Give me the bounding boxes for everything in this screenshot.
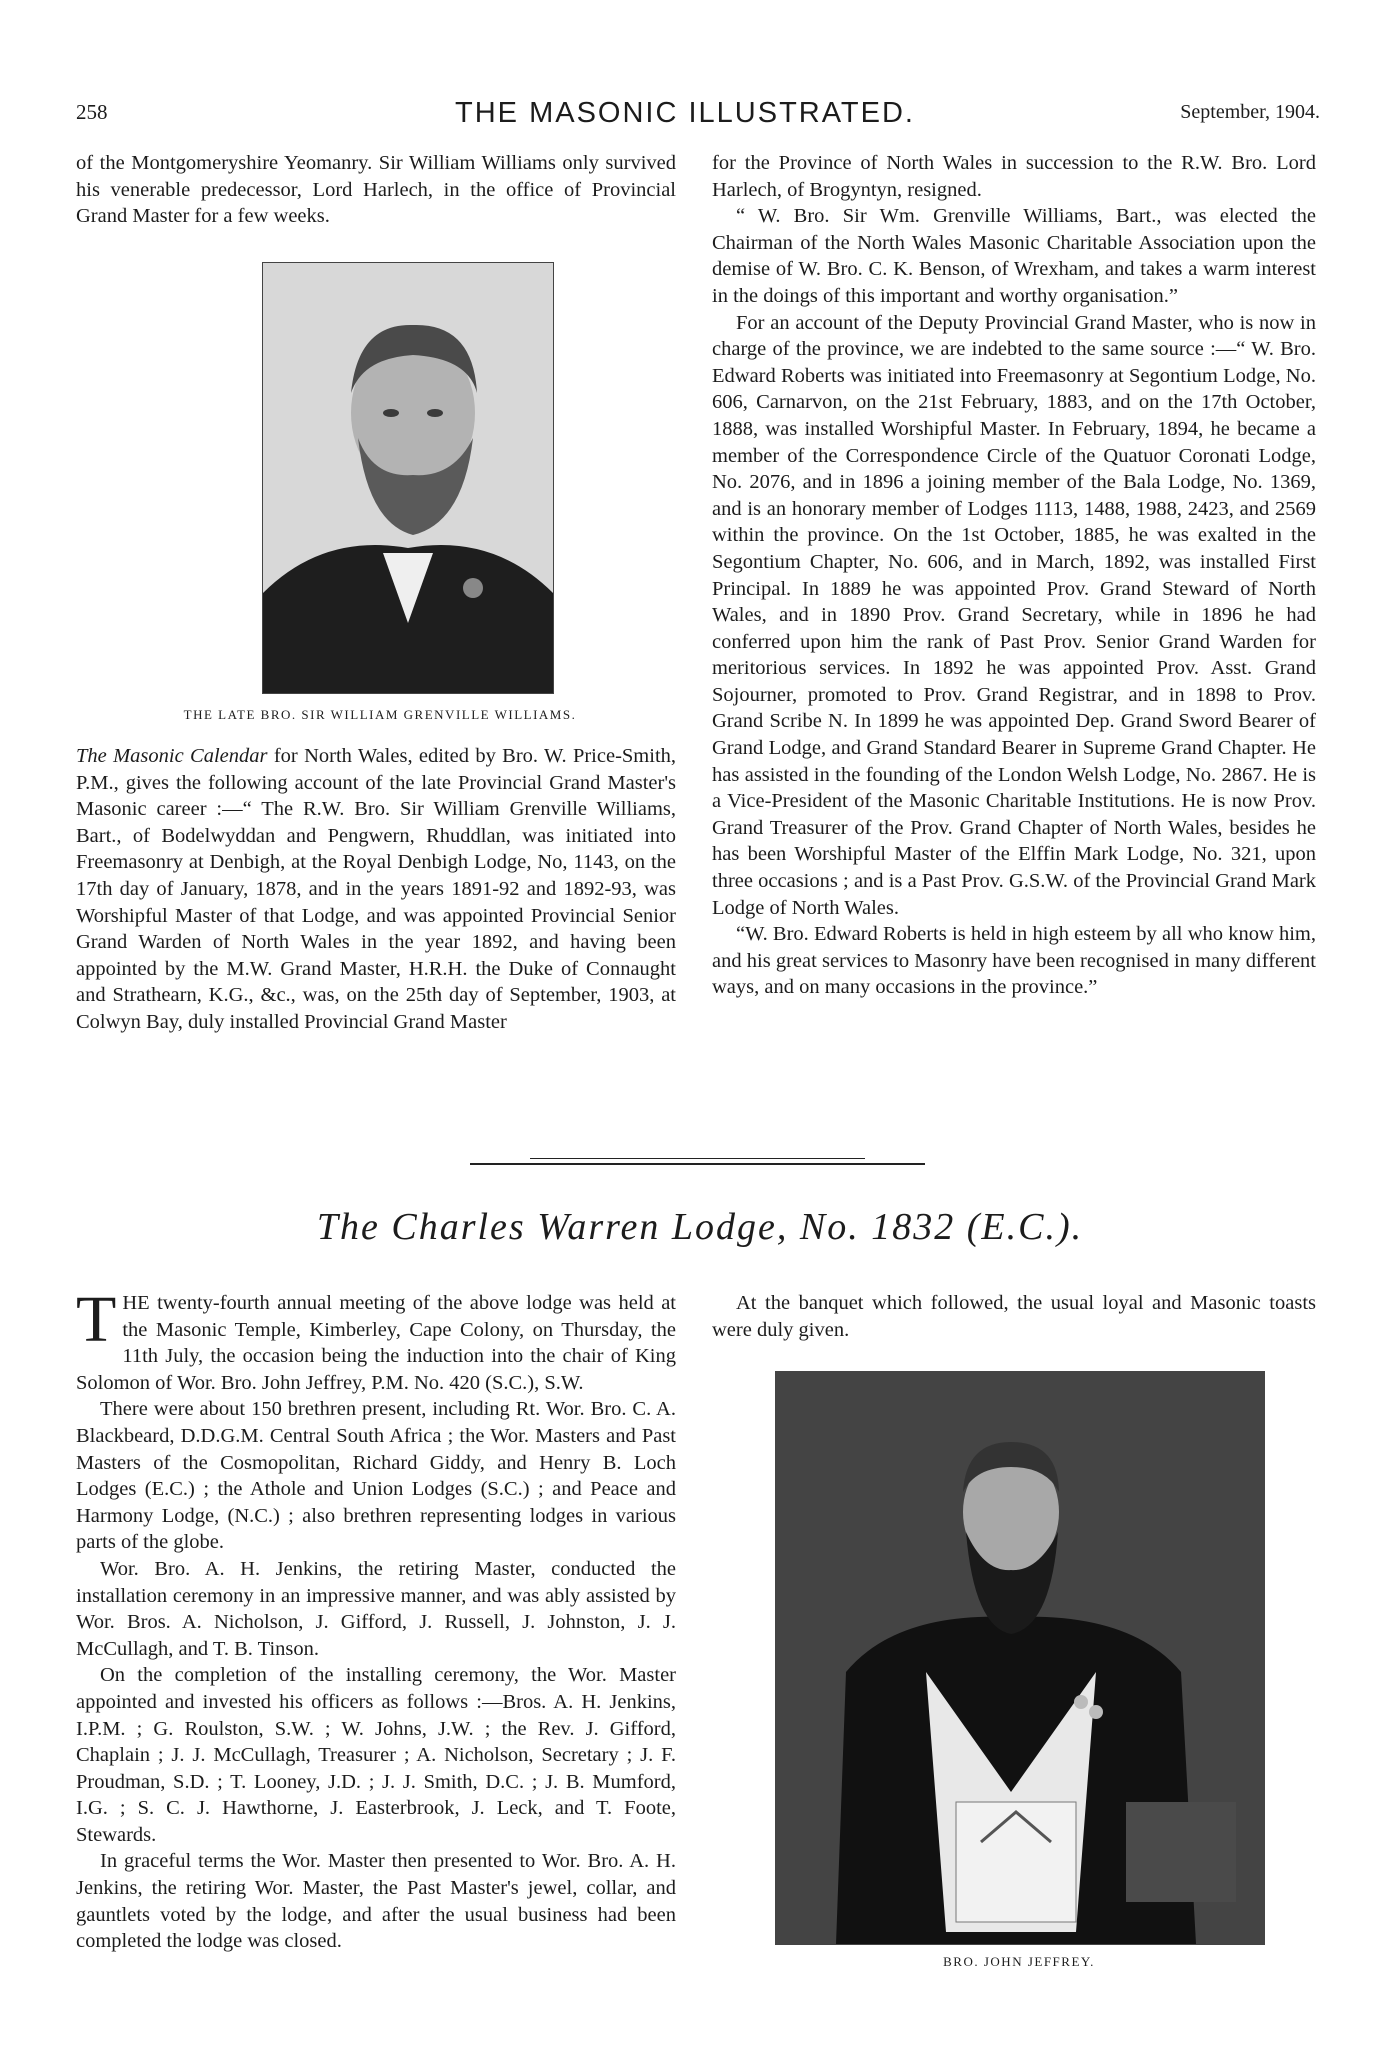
article1-right-column	[712, 150, 1316, 1001]
article1-intro-paragraph: of the Montgomeryshire Yeomanry. Sir William Williams only survived his venerable predecessor, Lord Harlech, in the office of Provincial Grand Master for a few weeks.	[76, 152, 676, 228]
article2-first-paragraph-text: HE twenty-fourth annual meeting of the above lodge was held at the Masonic Temple, Kimberley, Cape Colony, on Thursday, the 11th July, the occasion being the induction into the chair of King Solomon of Wor. Bro. John Jeffrey, P.M. No. 420 (S.C.), S.W.	[76, 1292, 676, 1394]
article2-title: The Charles Warren Lodge, No. 1832 (E.C.).	[316, 1206, 1084, 1248]
banquet-paragraph: At the banquet which followed, the usual loyal and Masonic toasts were duly given.	[712, 1292, 1316, 1341]
article1-right-paragraph: for the Province of North Wales in succession to the R.W. Bro. Lord Harlech, of Brogyntyn, resigned.	[712, 152, 1316, 201]
calendar-paragraph	[76, 743, 676, 1036]
issue-date: September, 1904.	[1180, 101, 1320, 123]
publication-title: THE MASONIC ILLUSTRATED.	[455, 97, 915, 129]
section-divider	[470, 1163, 925, 1165]
portrait-photo-williams	[262, 262, 554, 694]
portrait-caption-williams: THE LATE BRO. SIR WILLIAM GRENVILLE WILLIAMS.	[183, 707, 577, 722]
calendar-paragraph-text: for North Wales, edited by Bro. W. Price-Smith, P.M., gives the following account of the late Provincial Grand Master's Masonic career :—“ The R.W. Bro. Sir William Grenville Williams, Bart., of Bodelwyddan and Pengwern, Rhuddlan, was initiated into Freemasonry at Denbigh, at the Royal Denbigh Lodge, No, 1143, on the 17th day of January, 1878, and in the years 1891-92 and 1892-93, was Worshipful Master of that Lodge, and was appointed Provincial Senior Grand Warden of North Wales in the year 1892, and having been appointed by the M.W. Grand Master, H.R.H. the Duke of Connaught and Strathearn, K.G., &c., was, on the 25th day of September, 1903, at Colwyn Bay, duly installed Provincial Grand Master	[76, 745, 677, 1033]
jeffrey-illustration	[776, 1372, 1264, 1944]
drop-cap: T	[76, 1283, 117, 1356]
article2-first-paragraph	[76, 1283, 676, 1396]
article2-paragraph: Wor. Bro. A. H. Jenkins, the retiring Master, conducted the installation ceremony in an impressive manner, and was ably assisted by Wor. Bros. A. Nicholson, J. Gifford, J. Russell, J. Johnston, J. J. McCullagh, and T. B. Tinson.	[76, 1557, 676, 1660]
portrait-illustration	[263, 263, 553, 693]
article2-paragraph: In graceful terms the Wor. Master then presented to Wor. Bro. A. H. Jenkins, the retiring Wor. Master, the Past Master's jewel, collar, and gauntlets voted by the lodge, and after the usual business had been completed the lodge was closed.	[76, 1850, 676, 1953]
article1-right-paragraph: “W. Bro. Edward Roberts is held in high esteem by all who know him, and his great services to Masonry have been recognised in many different ways, and on many occasions in the province.”	[712, 923, 1316, 999]
article2-paragraph: There were about 150 brethren present, including Rt. Wor. Bro. C. A. Blackbeard, D.D.G.M. Central South Africa ; the Wor. Masters and Past Masters of the Cosmopolitan, Richard Giddy, and Henry B. Loch Lodges (E.C.) ; the Athole and Union Lodges (S.C.) ; and Peace and Harmony Lodge, (N.C.) ; also brethren representing lodges in various parts of the globe.	[76, 1398, 676, 1554]
article1-left-column	[76, 150, 676, 230]
page-number: 258	[76, 100, 108, 124]
article1-right-paragraph: For an account of the Deputy Provincial Grand Master, who is now in charge of the province, we are indebted to the same source :—“ W. Bro. Edward Roberts was initiated into Freemasonry at Segontium Lodge, No. 606, Carnarvon, on the 21st February, 1883, and on the 17th October, 1888, was installed Worshipful Master. In February, 1894, he became a member of the Correspondence Circle of the Quatuor Coronati Lodge, No. 2076, and in 1896 a joining member of the Bala Lodge, No. 1369, and is an honorary member of Lodges 1113, 1488, 1988, 2423, and 2569 within the province. On the 1st October, 1885, he was exalted in the Segontium Chapter, No. 606, and in March, 1892, was installed First Principal. In 1889 he was appointed Prov. Grand Steward of North Wales, and in 1890 Prov. Grand Secretary, while in 1896 he had conferred upon him the rank of Past Prov. Senior Grand Warden for meritorious services. In 1892 he was appointed Prov. Asst. Grand Sojourner, promoted to Prov. Grand Registrar, and in 1898 to Prov. Grand Scribe N. In 1899 he was appointed Dep. Grand Sword Bearer of Grand Lodge, and Grand Standard Bearer in Supreme Grand Chapter. He has assisted in the founding of the London Welsh Lodge, No. 2867. He is a Vice-President of the Masonic Charitable Institutions. He is now Prov. Grand Treasurer of the Prov. Grand Chapter of North Wales, besides he has been Worshipful Master of the Elffin Mark Lodge, No. 321, upon three occasions ; and is a Past Prov. G.S.W. of the Provincial Grand Mark Lodge of North Wales.	[712, 311, 1316, 919]
portrait-photo-jeffrey	[775, 1371, 1265, 1945]
article1-left-column-continued	[76, 743, 676, 1036]
article1-right-paragraph: “ W. Bro. Sir Wm. Grenville Williams, Bart., was elected the Chairman of the North Wales Masonic Charitable Association upon the demise of W. Bro. C. K. Benson, of Wrexham, and takes a warm interest in the doings of this important and worthy organisation.”	[712, 205, 1316, 307]
article2-left-column	[76, 1283, 676, 1955]
article2-right-column	[712, 1290, 1316, 1343]
section-divider	[530, 1158, 865, 1159]
portrait-caption-jeffrey: BRO. JOHN JEFFREY.	[943, 1954, 1095, 1969]
article2-paragraph: On the completion of the installing ceremony, the Wor. Master appointed and invested his officers as follows :—Bros. A. H. Jenkins, I.P.M. ; G. Roulston, S.W. ; W. Johns, J.W. ; the Rev. J. Gifford, Chaplain ; J. J. McCullagh, Treasurer ; A. Nicholson, Secretary ; J. F. Proudman, S.D. ; T. Looney, J.D. ; J. J. Smith, D.C. ; J. B. Mumford, I.G. ; S. C. J. Hawthorne, J. Easterbrook, J. Leck, and T. Foote, Stewards.	[76, 1664, 676, 1846]
calendar-title: The Masonic Calendar	[76, 745, 268, 767]
